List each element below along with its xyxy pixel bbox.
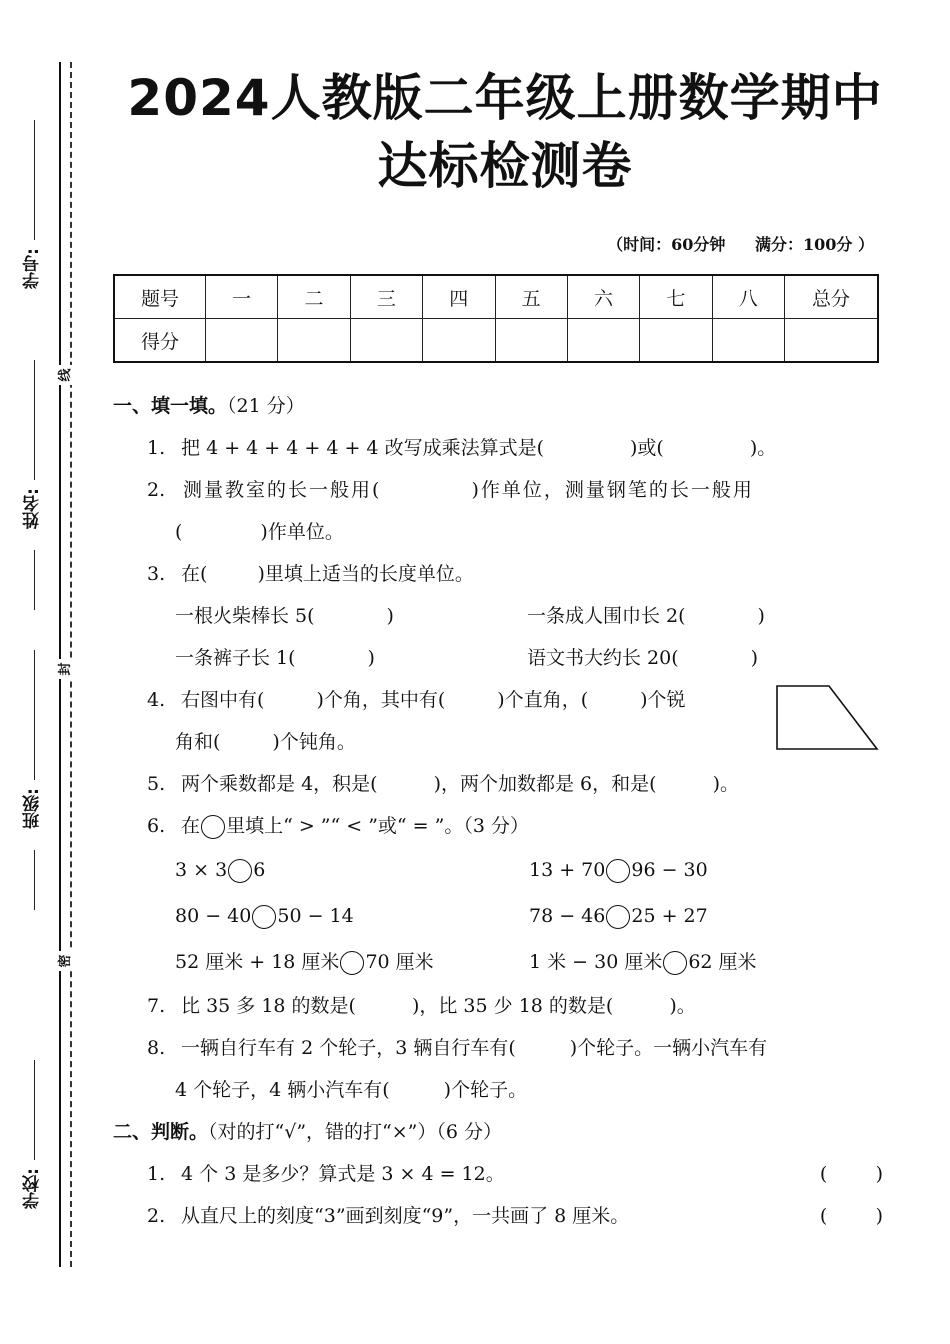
question-text: 两个乘数都是 4，积是( <box>181 773 378 795</box>
score-input-cell[interactable] <box>640 319 712 363</box>
question-number: 3. <box>147 563 166 585</box>
question-2-cont <box>175 512 344 552</box>
section1-points: （21 分） <box>227 395 305 417</box>
question-text: 一条裤子长 1( <box>175 647 296 669</box>
question-text: 一辆自行车有 2 个轮子，3 辆自行车有( <box>181 1037 516 1059</box>
class-field[interactable] <box>20 650 50 900</box>
question-text: 把 4 + 4 + 4 + 4 + 4 改写成乘法算式是( <box>181 437 544 459</box>
judge-question-2 <box>147 1196 883 1236</box>
class-label: 班级: <box>23 788 43 829</box>
seal-char-seal: 封 <box>55 659 77 679</box>
compare-right: 70 厘米 <box>365 951 434 973</box>
question-text: )，两个加数都是 6，和是( <box>433 773 657 795</box>
question-8-cont <box>175 1070 527 1110</box>
score-header-cell: 三 <box>350 275 422 319</box>
score-input-cell[interactable] <box>206 319 278 363</box>
question-8 <box>147 1028 767 1068</box>
score-input-cell[interactable] <box>712 319 784 363</box>
compare-left: 52 厘米 + 18 厘米 <box>175 951 340 973</box>
question-4-cont <box>175 722 356 762</box>
q3-item <box>175 638 375 678</box>
score-input-cell[interactable] <box>495 319 567 363</box>
score-input-cell[interactable] <box>785 319 879 363</box>
question-text: )，比 35 少 18 的数是( <box>411 995 614 1017</box>
question-number: 4. <box>147 689 166 711</box>
question-number: 1. <box>147 1163 166 1185</box>
question-number: 5. <box>147 773 166 795</box>
score-header-cell: 五 <box>495 275 567 319</box>
exam-full-score: 满分：100分 ） <box>755 235 874 254</box>
question-text: )作单位。 <box>260 521 344 543</box>
score-header-cell: 二 <box>278 275 350 319</box>
compare-item <box>175 942 434 982</box>
compare-left: 3 × 3 <box>175 859 228 881</box>
score-header-cell: 总分 <box>785 275 879 319</box>
section1-title: 一、填一填。 <box>113 395 228 417</box>
compare-right: 6 <box>253 859 266 881</box>
question-number: 1. <box>147 437 166 459</box>
score-table-header-row <box>114 275 878 319</box>
question-4 <box>147 680 686 720</box>
score-header-cell: 八 <box>712 275 784 319</box>
compare-circle[interactable] <box>228 859 252 883</box>
question-text: 一条成人围巾长 2( <box>527 605 686 627</box>
compare-item <box>175 896 354 936</box>
compare-right: 62 厘米 <box>688 951 757 973</box>
compare-left: 1 米 − 30 厘米 <box>529 951 663 973</box>
score-header-cell: 题号 <box>114 275 206 319</box>
score-input-cell[interactable] <box>278 319 350 363</box>
compare-item <box>529 942 757 982</box>
question-1 <box>147 428 776 468</box>
compare-circle[interactable] <box>663 951 687 975</box>
judge-answer-box[interactable]: ( ) <box>819 1163 883 1185</box>
compare-right: 96 − 30 <box>631 859 708 881</box>
compare-circle[interactable] <box>340 951 364 975</box>
q3-item <box>175 596 394 636</box>
compare-left: 13 + 70 <box>529 859 606 881</box>
section1-heading <box>113 386 305 426</box>
question-text: )。 <box>669 995 696 1017</box>
student-id-label: 学号: <box>23 248 43 289</box>
question-text: )或( <box>629 437 664 459</box>
page-title-line2: 达标检测卷 <box>377 137 633 195</box>
compare-right: 25 + 27 <box>631 905 708 927</box>
compare-circle[interactable] <box>606 905 630 929</box>
question-5 <box>147 764 739 804</box>
question-number: 2. <box>147 1205 166 1227</box>
section2-note: （对的打“√”，错的打“×”）（6 分） <box>208 1121 503 1143</box>
exam-info <box>607 232 874 255</box>
question-text: ) <box>386 605 394 627</box>
question-3 <box>147 554 474 594</box>
section2-title: 二、判断。 <box>113 1121 209 1143</box>
compare-right: 50 − 14 <box>277 905 354 927</box>
score-table <box>113 274 879 363</box>
compare-left: 80 − 40 <box>175 905 252 927</box>
question-text: )。 <box>749 437 777 459</box>
section2-heading <box>113 1112 502 1152</box>
compare-item <box>529 850 708 890</box>
compare-item <box>529 896 708 936</box>
question-number: 8. <box>147 1037 166 1059</box>
score-table-score-row <box>114 319 878 363</box>
trapezoid-shape <box>777 686 877 749</box>
score-header-cell: 四 <box>423 275 495 319</box>
question-text: )个钝角。 <box>272 731 356 753</box>
question-2 <box>147 470 754 510</box>
question-number: 6. <box>147 815 166 837</box>
question-text: 在( <box>181 563 208 585</box>
score-header-cell: 六 <box>567 275 639 319</box>
q3-item <box>527 638 758 678</box>
question-text: ( <box>175 521 183 543</box>
score-input-cell[interactable] <box>567 319 639 363</box>
question-text: 在 <box>181 815 201 837</box>
student-id-field[interactable] <box>20 120 50 330</box>
judge-question-1 <box>147 1154 883 1194</box>
binding-margin <box>0 0 100 1344</box>
question-text: 角和( <box>175 731 221 753</box>
name-field[interactable] <box>20 360 50 590</box>
question-text: 语文书大约长 20( <box>527 647 679 669</box>
question-text: )个角，其中有( <box>316 689 446 711</box>
compare-circle[interactable] <box>606 859 630 883</box>
question-text: )个直角，( <box>497 689 589 711</box>
score-header-cell: 一 <box>206 275 278 319</box>
question-text: 里填上“ > ”“ < ”或“ = ”。（3 分） <box>226 815 529 837</box>
score-input-cell[interactable] <box>350 319 422 363</box>
seal-char-line: 线 <box>55 365 77 385</box>
question-6 <box>147 806 529 846</box>
question-text: )个轮子。 <box>443 1079 528 1101</box>
question-7 <box>147 986 696 1026</box>
school-field[interactable] <box>20 1060 50 1260</box>
question-number: 7. <box>147 995 166 1017</box>
judge-answer-box[interactable]: ( ) <box>819 1205 883 1227</box>
question-text: ) <box>750 647 759 669</box>
compare-item <box>175 850 265 890</box>
exam-time: （时间：60分钟 <box>607 235 726 254</box>
question-text: 比 35 多 18 的数是( <box>181 995 356 1017</box>
page-title-line1: 2024人教版二年级上册数学期中 <box>127 69 883 127</box>
seal-char-secret: 密 <box>55 951 77 971</box>
question-text: )作单位，测量钢笔的长一般用 <box>471 479 754 501</box>
score-input-cell[interactable] <box>423 319 495 363</box>
score-row-label: 得分 <box>114 319 206 363</box>
name-label: 姓名: <box>23 488 43 529</box>
score-header-cell: 七 <box>640 275 712 319</box>
question-text: 从直尺上的刻度“3”画到刻度“9”，一共画了 8 厘米。 <box>181 1205 630 1227</box>
question-text: 测量教室的长一般用( <box>183 479 382 501</box>
compare-left: 78 − 46 <box>529 905 606 927</box>
question-text: 4 个 3 是多少？算式是 3 × 4 = 12。 <box>181 1163 505 1185</box>
question-text: ) <box>367 647 375 669</box>
circle-icon <box>201 815 225 839</box>
question-number: 2. <box>147 479 166 501</box>
question-text: 一根火柴棒长 5( <box>175 605 315 627</box>
question-text: 右图中有( <box>181 689 265 711</box>
trapezoid-figure <box>775 684 881 752</box>
question-text: 4 个轮子，4 辆小汽车有( <box>175 1079 390 1101</box>
school-label: 学校: <box>23 1168 43 1209</box>
question-text: ) <box>757 605 765 627</box>
compare-circle[interactable] <box>252 905 276 929</box>
question-text: )个锐 <box>640 689 686 711</box>
question-text: )个轮子。一辆小汽车有 <box>569 1037 768 1059</box>
question-text: )。 <box>712 773 739 795</box>
question-text: )里填上适当的长度单位。 <box>257 563 474 585</box>
q3-item <box>527 596 765 636</box>
